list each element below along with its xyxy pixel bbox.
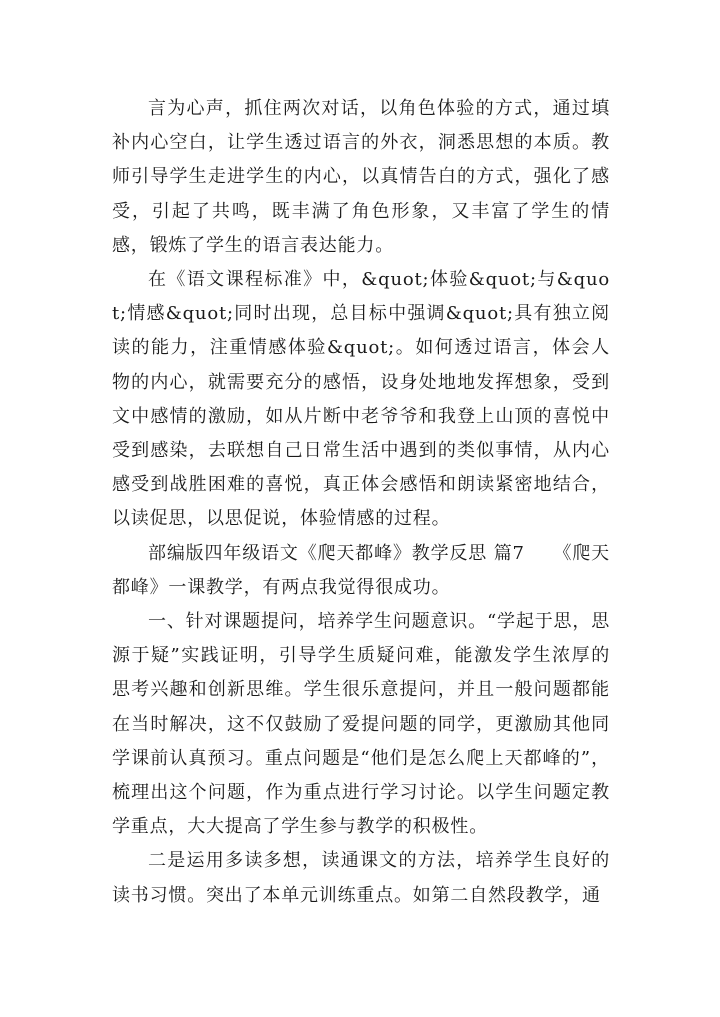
paragraph-1: 言为心声，抓住两次对话，以角色体验的方式，通过填补内心空白，让学生透过语言的外衣，洞悉思想的本质。教师引导学生走进学生的内心，以真情告白的方式，强化了感受，引起了共鸣，既丰满了角色形象，又丰富了学生的情感，锻炼了学生的语言表达能力。 (112, 98, 610, 256)
paragraph-2: 在《语文课程标准》中，&quot;体验&quot;与&quot;情感&quot;同时出现，总目标中强调&quot;具有独立阅读的能力，注重情感体验&quot;。如何透过语言，体会人物的内心，就需要充分的感悟，设身处地地发挥想象，受到文中感情的激励，如从片断中老爷爷和我登上山顶的喜悦中受到感染，去联想自己日常生活中遇到的类似事情，从内心感受到战胜困难的喜悦，真正体会感悟和朗读紧密地结合，以读促思，以思促说，体验情感的过程。 (112, 269, 610, 530)
paragraph-5: 二是运用多读多想，读通课文的方法，培养学生良好的读书习惯。突出了本单元训练重点。如第二自然段教学，通 (112, 850, 610, 906)
document-page (112, 92, 610, 913)
paragraph-3: 部编版四年级语文《爬天都峰》教学反思 篇7 《爬天都峰》一课教学，有两点我觉得很成功。 (112, 542, 610, 598)
paragraph-4: 一、针对课题提问，培养学生问题意识。“学起于思，思源于疑”实践证明，引导学生质疑问难，能激发学生浓厚的思考兴趣和创新思维。学生很乐意提问，并且一般问题都能在当时解决，这不仅鼓励了爱提问题的同学，更激励其他同学课前认真预习。重点问题是“他们是怎么爬上天都峰的”，梳理出这个问题，作为重点进行学习讨论。以学生问题定教学重点，大大提高了学生参与教学的积极性。 (112, 611, 610, 838)
